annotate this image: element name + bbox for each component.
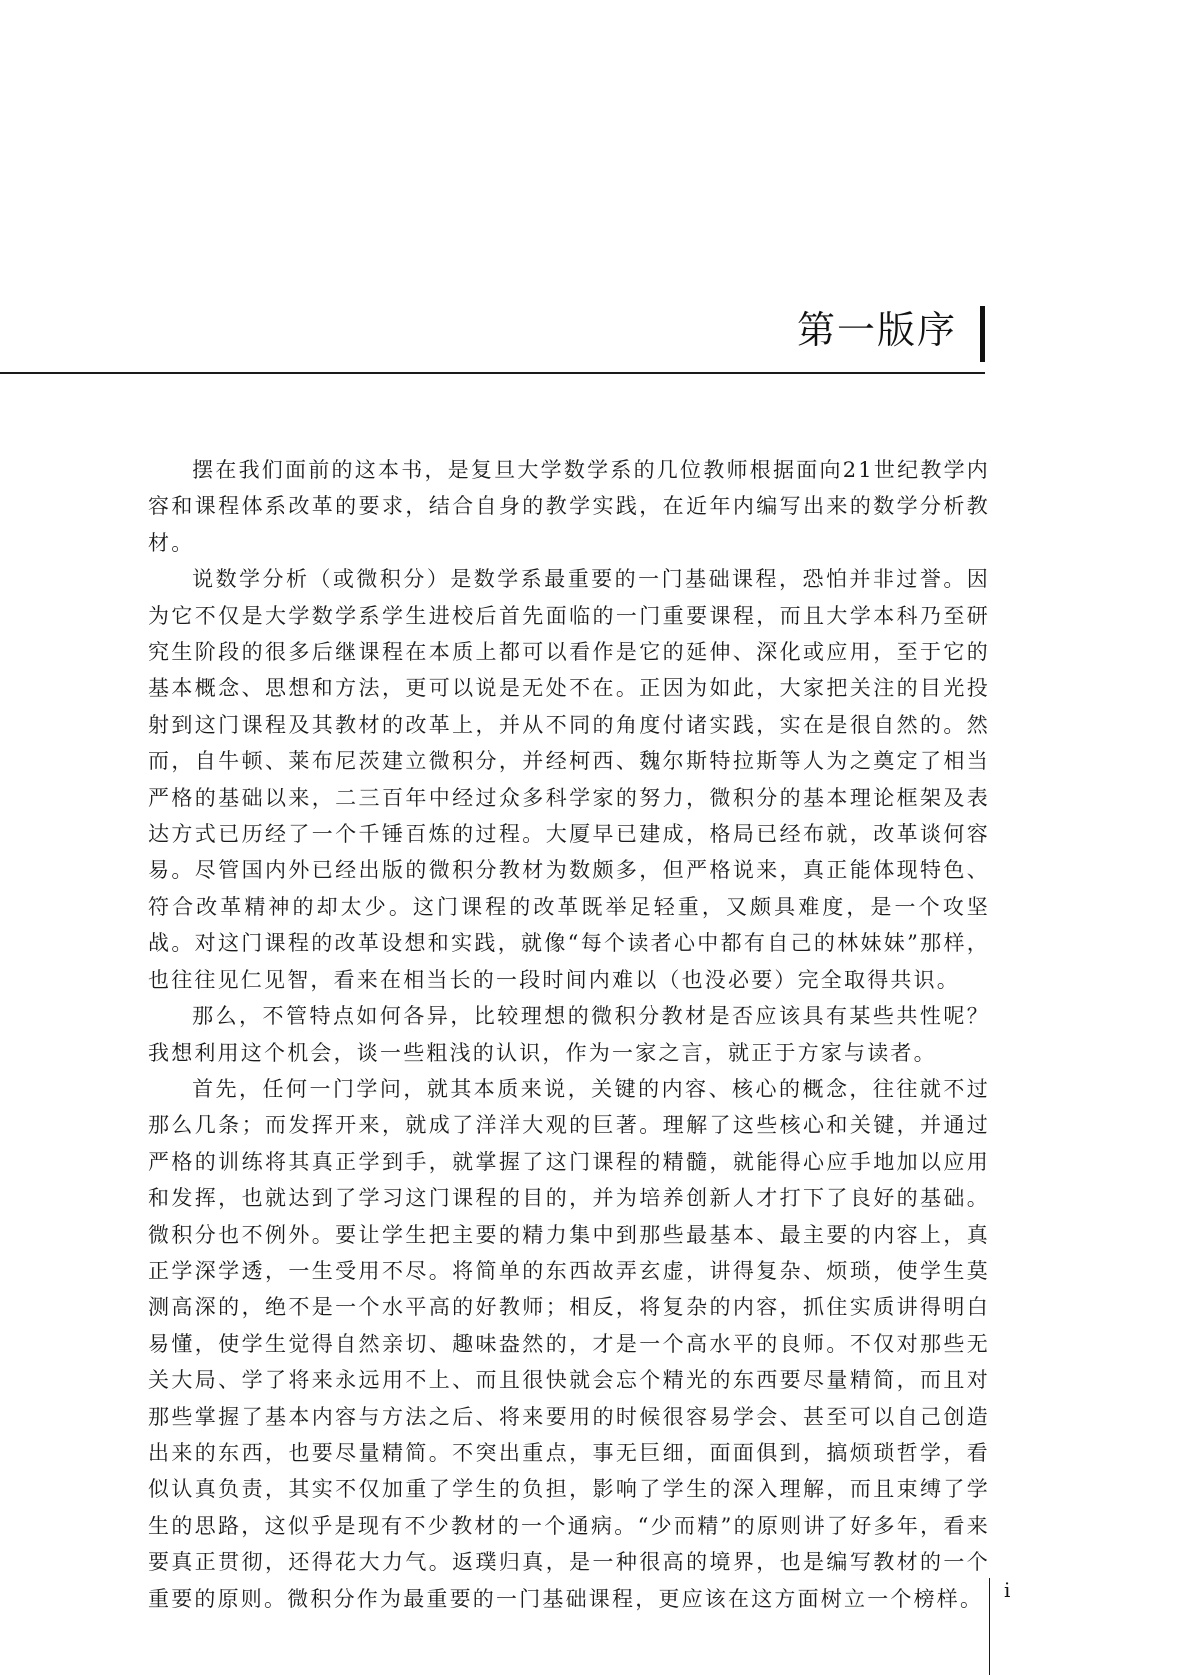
page-number: i [1004,1578,1011,1602]
paragraph-4: 首先，任何一门学问，就其本质来说，关键的内容、核心的概念，往往就不过那么几条；而发挥开来，就成了洋洋大观的巨著。理解了这些核心和关键，并通过严格的训练将其真正学到手，就掌握了这门课程的精髓，就能得心应手地加以应用和发挥，也就达到了学习这门课程的目的，并为培养创新人才打下了良好的基础。微积分也不例外。要让学生把主要的精力集中到那些最基本、最主要的内容上，真正学深学透，一生受用不尽。将简单的东西故弄玄虚，讲得复杂、烦琐，使学生莫测高深的，绝不是一个水平高的好教师；相反，将复杂的内容，抓住实质讲得明白易懂，使学生觉得自然亲切、趣味盎然的，才是一个高水平的良师。不仅对那些无关大局、学了将来永远用不上、而且很快就会忘个精光的东西要尽量精简，而且对那些掌握了基本内容与方法之后、将来要用的时候很容易学会、甚至可以自己创造出来的东西，也要尽量精简。不突出重点，事无巨细，面面俱到，搞烦琐哲学，看似认真负责，其实不仅加重了学生的负担，影响了学生的深入理解，而且束缚了学生的思路，这似乎是现有不少教材的一个通病。“少而精”的原则讲了好多年，看来要真正贯彻，还得花大力气。返璞归真，是一种很高的境界，也是编写教材的一个重要的原则。微积分作为最重要的一门基础课程，更应该在这方面树立一个榜样。 [148,1076,990,1611]
page-title: 第一版序 [796,308,957,352]
heading-accent-bar [980,306,985,362]
page-number-divider [989,1578,990,1675]
heading-rule [0,372,985,374]
chapter-heading [0,300,985,374]
preface-body [148,452,990,1617]
paragraph-3: 那么，不管特点如何各异，比较理想的微积分教材是否应该具有某些共性呢？我想利用这个机会，谈一些粗浅的认识，作为一家之言，就正于方家与读者。 [148,1004,990,1065]
paragraph-2: 说数学分析（或微积分）是数学系最重要的一门基础课程，恐怕并非过誉。因为它不仅是大学数学系学生进校后首先面临的一门重要课程，而且大学本科乃至研究生阶段的很多后继课程在本质上都可以看作是它的延伸、深化或应用，至于它的基本概念、思想和方法，更可以说是无处不在。正因为如此，大家把关注的目光投射到这门课程及其教材的改革上，并从不同的角度付诸实践，实在是很自然的。然而，自牛顿、莱布尼茨建立微积分，并经柯西、魏尔斯特拉斯等人为之奠定了相当严格的基础以来，二三百年中经过众多科学家的努力，微积分的基本理论框架及表达方式已历经了一个千锤百炼的过程。大厦早已建成，格局已经布就，改革谈何容易。尽管国内外已经出版的微积分教材为数颇多，但严格说来，真正能体现特色、符合改革精神的却太少。这门课程的改革既举足轻重，又颇具难度，是一个攻坚战。对这门课程的改革设想和实践，就像“每个读者心中都有自己的林妹妹”那样，也往往见仁见智，看来在相当长的一段时间内难以（也没必要）完全取得共识。 [148,567,990,992]
paragraph-1: 摆在我们面前的这本书，是复旦大学数学系的几位教师根据面向21世纪教学内容和课程体系改革的要求，结合自身的教学实践，在近年内编写出来的数学分析教材。 [148,458,990,555]
